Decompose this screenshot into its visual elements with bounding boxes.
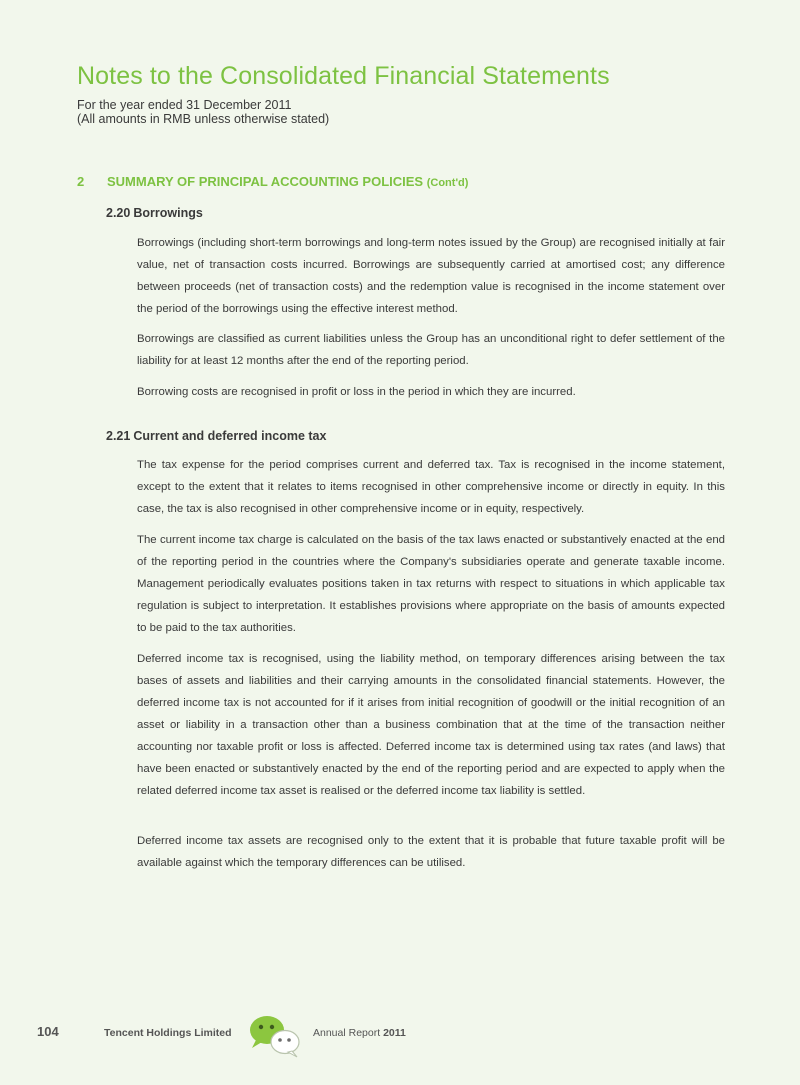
subtitle-currency-note: (All amounts in RMB unless otherwise stated) <box>77 112 330 126</box>
subsection-title: Borrowings <box>133 206 203 220</box>
subsection-heading-income-tax <box>106 429 326 443</box>
subsection-number: 2.21 <box>106 429 131 443</box>
report-label-text: Annual Report <box>313 1027 381 1039</box>
subsection-title: Current and deferred income tax <box>133 429 327 443</box>
paragraph: The tax expense for the period comprises current and deferred tax. Tax is recognised in the income statement, except to the extent that it relates to items recognised in other comprehensive income or directly in equity. In this case, the tax is also recognised in other comprehensive income or in equity, respectively. <box>137 459 725 515</box>
company-name: Tencent Holdings Limited <box>104 1027 232 1039</box>
paragraph: Borrowings are classified as current liabilities unless the Group has an unconditional right to defer settlement of the liability for at least 12 months after the end of the reporting period. <box>137 333 725 367</box>
subtitle-period: For the year ended 31 December 2011 <box>77 98 292 112</box>
report-label <box>313 1027 406 1039</box>
paragraph: The current income tax charge is calculated on the basis of the tax laws enacted or substantively enacted at the end of the reporting period in the countries where the Company's subsidiaries operate and generate taxable income. Management periodically evaluates positions taken in tax returns with respect to situations in which applicable tax regulation is subject to interpretation. It establishes provisions where appropriate on the basis of amounts expected to be paid to the tax authorities. <box>137 534 725 634</box>
subsection-number: 2.20 <box>106 206 131 220</box>
paragraph: Deferred income tax assets are recognised only to the extent that it is probable that future taxable profit will be available against which the temporary differences can be utilised. <box>137 835 725 869</box>
section-heading <box>77 174 468 189</box>
section-continued: (Cont'd) <box>426 177 469 189</box>
page-subtitle <box>77 98 329 126</box>
page-footer <box>0 1008 800 1058</box>
section-title: SUMMARY OF PRINCIPAL ACCOUNTING POLICIES <box>107 174 424 189</box>
paragraph: Borrowing costs are recognised in profit or loss in the period in which they are incurred. <box>137 386 576 398</box>
paragraph: Deferred income tax is recognised, using the liability method, on temporary differences arising between the tax bases of assets and liabilities and their carrying amounts in the consolidated financial statements. However, the deferred income tax is not accounted for if it arises from initial recognition of goodwill or the initial recognition of an asset or liability in a transaction other than a business combination that at the time of the transaction neither accounting nor taxable profit or loss is affected. Deferred income tax is determined using tax rates (and laws) that have been enacted or substantively enacted by the end of the reporting period and are expected to apply when the related deferred income tax asset is realised or the deferred income tax liability is settled. <box>137 653 725 797</box>
subsection-heading-borrowings <box>106 206 203 220</box>
page-title: Notes to the Consolidated Financial Statements <box>77 62 610 90</box>
wechat-bubbles-icon <box>246 1012 302 1058</box>
section-number: 2 <box>77 174 85 189</box>
paragraph: Borrowings (including short-term borrowings and long-term notes issued by the Group) are recognised initially at fair value, net of transaction costs incurred. Borrowings are subsequently carried at amortised cost; any difference between proceeds (net of transaction costs) and the redemption value is recognised in the income statement over the period of the borrowings using the effective interest method. <box>137 237 725 315</box>
report-year: 2011 <box>383 1027 406 1039</box>
page-number: 104 <box>37 1024 59 1039</box>
